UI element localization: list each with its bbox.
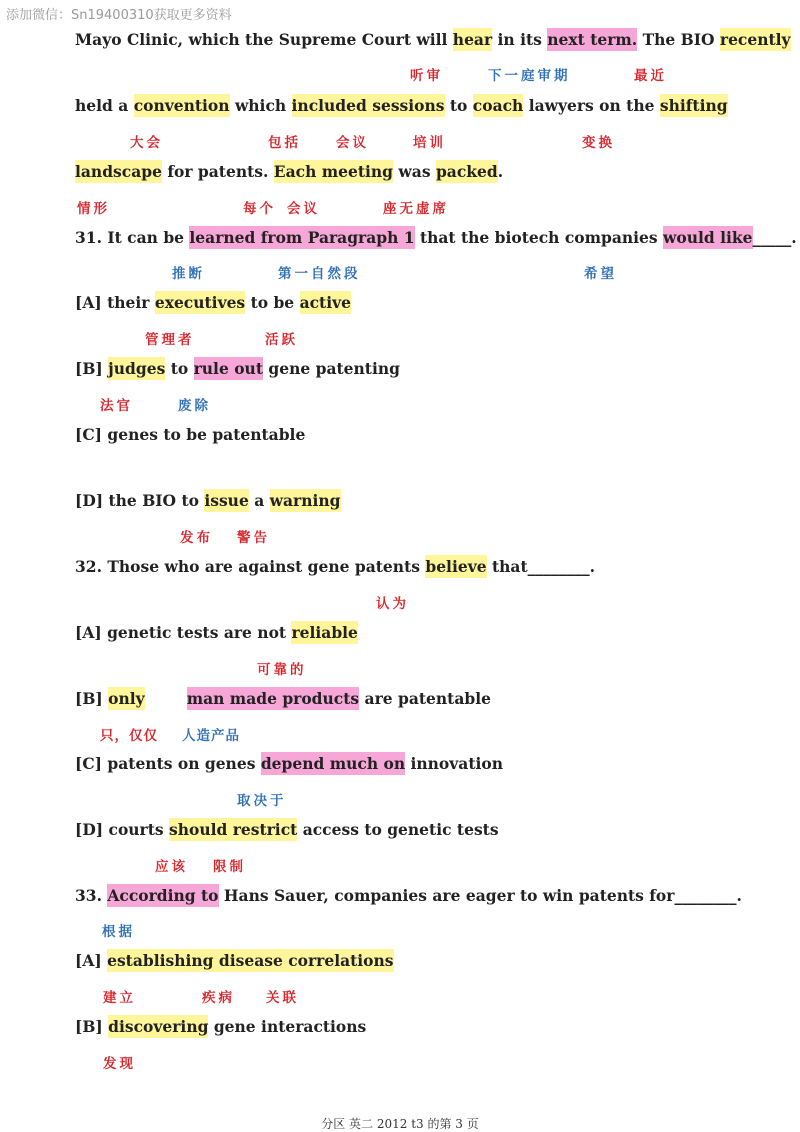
option-32-b: [B] only man made products are patentable — [75, 689, 491, 708]
highlight-packed: packed — [435, 162, 498, 181]
note-convention: 大会 — [130, 135, 163, 151]
note-according-to: 根据 — [102, 924, 135, 940]
highlight-coach: coach — [472, 96, 524, 115]
note-included: 包括 — [268, 135, 301, 151]
highlight-convention: convention — [133, 96, 230, 115]
highlight-only: only — [108, 689, 145, 708]
highlight-each-meeting: Each meeting — [273, 162, 394, 181]
highlight-judges: judges — [108, 359, 166, 378]
note-judges: 法官 — [100, 398, 133, 414]
note-recently: 最近 — [634, 68, 667, 84]
highlight-issue: issue — [204, 491, 249, 510]
option-31-c: [C] genes to be patentable — [75, 425, 306, 444]
option-32-a: [A] genetic tests are not reliable — [75, 623, 358, 642]
highlight-man-made-products: man made products — [186, 689, 360, 708]
highlight-depend-much-on: depend much on — [260, 754, 406, 773]
highlight-active: active — [299, 293, 351, 312]
highlight-warning: warning — [269, 491, 341, 510]
note-believe: 认为 — [376, 596, 409, 612]
highlight-shifting: shifting — [659, 96, 728, 115]
note-only: 只，仅仅 — [100, 728, 158, 744]
note-executives: 管理者 — [145, 332, 195, 348]
option-31-b: [B] judges to rule out gene patenting — [75, 359, 400, 378]
question-31: 31. It can be learned from Paragraph 1 that the biotech companies would like_____. — [75, 228, 797, 247]
option-31-d: [D] the BIO to issue a warning — [75, 491, 341, 510]
highlight-rule-out: rule out — [193, 359, 263, 378]
note-paragraph-1: 第一自然段 — [278, 266, 361, 282]
passage-line-3: landscape for patents. Each meeting was packed. — [75, 162, 504, 181]
note-each: 每个 — [243, 201, 276, 217]
note-learned: 推断 — [172, 266, 205, 282]
passage-line-1: Mayo Clinic, which the Supreme Court will hear in its next term. The BIO recently — [75, 30, 791, 49]
page-footer: 分区 英二 2012 t3 的第 3 页 — [321, 1117, 479, 1131]
highlight-executives: executives — [154, 293, 246, 312]
highlight-recently: recently — [719, 30, 791, 49]
passage-line-2: held a convention which included sessions to coach lawyers on the shifting — [75, 96, 728, 115]
question-32: 32. Those who are against gene patents believe that________. — [75, 557, 596, 576]
note-should: 应该 — [155, 859, 188, 875]
highlight-would-like: would like — [663, 228, 753, 247]
note-discovering: 发现 — [103, 1056, 136, 1072]
highlight-learned-from-paragraph: learned from Paragraph 1 — [189, 228, 415, 247]
highlight-discovering: discovering — [108, 1017, 209, 1036]
question-33: 33. According to Hans Sauer, companies are eager to win patents for________. — [75, 886, 742, 905]
highlight-should-restrict: should restrict — [169, 820, 298, 839]
option-33-b: [B] discovering gene interactions — [75, 1017, 367, 1036]
note-next-term: 下一庭审期 — [488, 68, 571, 84]
note-coach: 培训 — [413, 135, 446, 151]
option-32-c: [C] patents on genes depend much on innovation — [75, 754, 503, 773]
highlight-hear: hear — [452, 30, 493, 49]
note-depend-on: 取决于 — [237, 793, 287, 809]
note-man-made-products: 人造产品 — [182, 728, 240, 744]
highlight-reliable: reliable — [291, 623, 358, 642]
option-31-a: [A] their executives to be active — [75, 293, 351, 312]
note-correlations: 关联 — [266, 990, 299, 1006]
watermark-text: 添加微信：Sn19400310获取更多资料 — [6, 8, 232, 23]
note-establishing: 建立 — [103, 990, 136, 1006]
note-disease: 疾病 — [202, 990, 235, 1006]
highlight-according-to: According to — [107, 886, 219, 905]
highlight-believe: believe — [425, 557, 487, 576]
highlight-next-term: next term. — [547, 30, 638, 49]
option-32-d: [D] courts should restrict access to genetic tests — [75, 820, 499, 839]
note-hear: 听审 — [410, 68, 443, 84]
note-would-like: 希望 — [584, 266, 617, 282]
note-meeting: 会议 — [287, 201, 320, 217]
note-issue: 发布 — [180, 530, 213, 546]
highlight-establishing-disease-correlations: establishing disease correlations — [107, 951, 394, 970]
note-sessions: 会议 — [336, 135, 369, 151]
note-restrict: 限制 — [213, 859, 246, 875]
highlight-landscape: landscape — [75, 162, 162, 181]
note-landscape: 情形 — [77, 201, 110, 217]
highlight-included-sessions: included sessions — [291, 96, 445, 115]
note-reliable: 可靠的 — [257, 662, 307, 678]
note-active: 活跃 — [265, 332, 298, 348]
option-33-a: [A] establishing disease correlations — [75, 951, 394, 970]
note-warning: 警告 — [237, 530, 270, 546]
note-rule-out: 废除 — [178, 398, 211, 414]
note-shifting: 变换 — [582, 135, 615, 151]
note-packed: 座无虚席 — [383, 201, 449, 217]
